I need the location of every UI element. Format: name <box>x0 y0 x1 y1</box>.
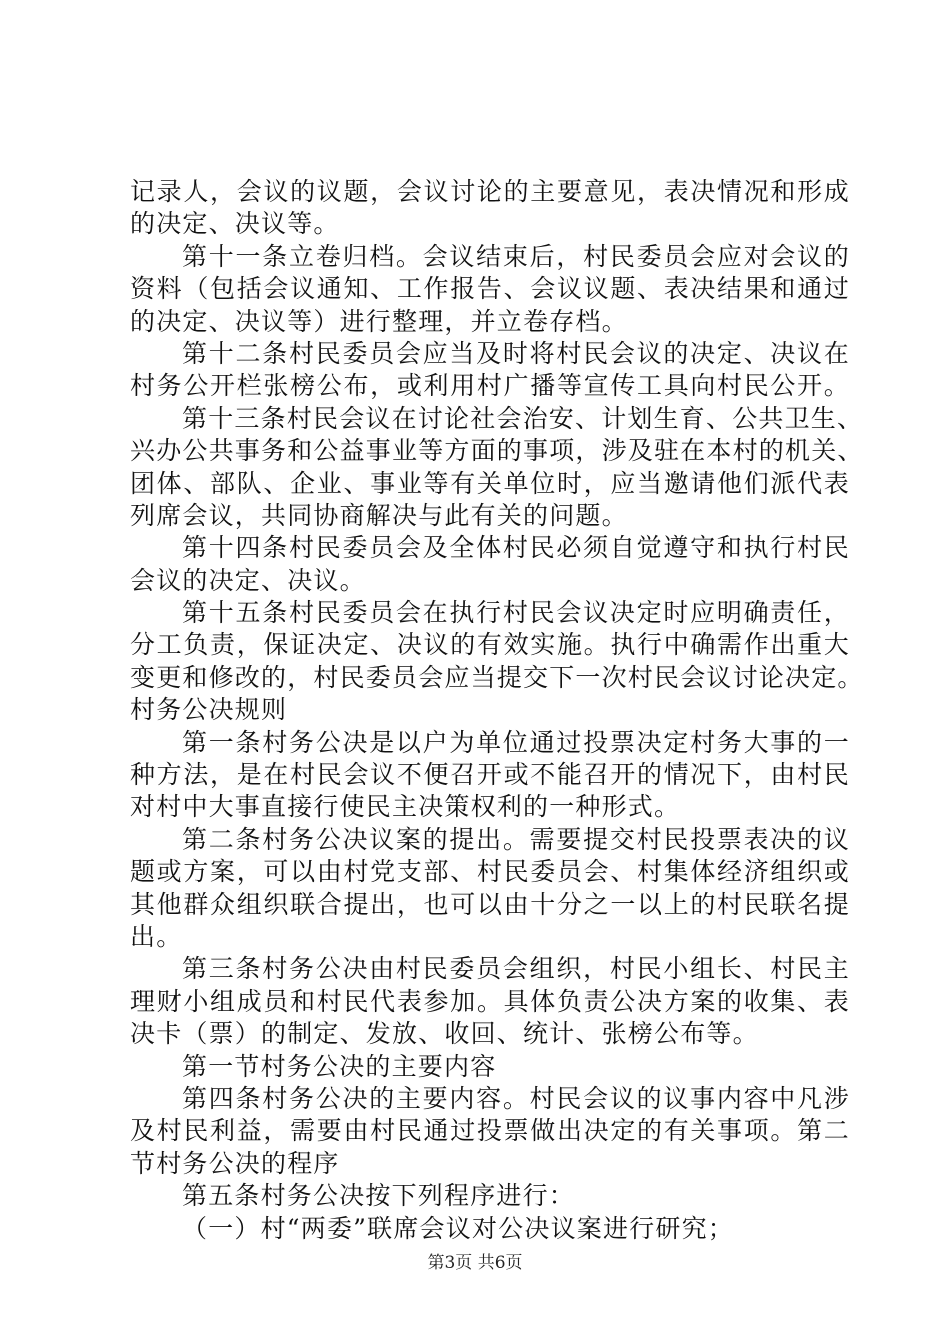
text-line: 种方法，是在村民会议不便召开或不能召开的情况下，由村民 <box>130 760 850 790</box>
text-line: 其他群众组织联合提出，也可以由十分之一以上的村民联名提 <box>130 889 850 919</box>
text-line: 记录人，会议的议题，会议讨论的主要意见，表决情况和形成 <box>130 177 850 206</box>
text-line: 对村中大事直接行使民主决策权利的一种形式。 <box>130 792 681 822</box>
text-line: 第五条村务公决按下列程序进行： <box>182 1181 576 1211</box>
text-line: 第三条村务公决由村民委员会组织，村民小组长、村民主 <box>182 954 850 984</box>
text-line: 分工负责，保证决定、决议的有效实施。执行中确需作出重大 <box>130 630 850 660</box>
document-body <box>130 176 864 1245</box>
text-line: 列席会议，共同协商解决与此有关的问题。 <box>130 500 628 530</box>
text-line: 题或方案，可以由村党支部、村民委员会、村集体经济组织或 <box>130 857 850 887</box>
text-line: 第十四条村民委员会及全体村民必须自觉遵守和执行村民 <box>182 533 850 563</box>
text-line: 第十二条村民委员会应当及时将村民会议的决定、决议在 <box>182 338 850 368</box>
text-line: 第十一条立卷归档。会议结束后，村民委员会应对会议的 <box>182 241 850 271</box>
text-line: 及村民利益，需要由村民通过投票做出决定的有关事项。第二 <box>130 1116 850 1146</box>
text-line: 村务公开栏张榜公布，或利用村广播等宣传工具向村民公开。 <box>130 371 850 401</box>
text-line: 会议的决定、决议。 <box>130 565 366 595</box>
text-line: （一）村“两委”联席会议对公决议案进行研究； <box>182 1213 734 1243</box>
text-line: 第一条村务公决是以户为单位通过投票决定村务大事的一 <box>182 727 850 757</box>
text-line: 的决定、决议等。 <box>130 209 340 239</box>
text-line: 第一节村务公决的主要内容 <box>182 1051 497 1081</box>
text-line: 出。 <box>130 921 183 951</box>
text-line: 团体、部队、企业、事业等有关单位时，应当邀请他们派代表 <box>130 468 850 498</box>
text-line: 资料（包括会议通知、工作报告、会议议题、表决结果和通过 <box>130 274 850 304</box>
text-line: 第四条村务公决的主要内容。村民会议的议事内容中凡涉 <box>182 1083 850 1113</box>
page-footer: 第3页 共6页 <box>427 1253 523 1273</box>
text-line: 变更和修改的，村民委员会应当提交下一次村民会议讨论决定。 <box>130 662 864 692</box>
text-line: 第二条村务公决议案的提出。需要提交村民投票表决的议 <box>182 824 850 854</box>
text-line: 决卡（票）的制定、发放、收回、统计、张榜公布等。 <box>130 1019 759 1049</box>
text-line: 兴办公共事务和公益事业等方面的事项，涉及驻在本村的机关、 <box>130 436 864 466</box>
text-line: 节村务公决的程序 <box>130 1148 340 1178</box>
text-line: 第十五条村民委员会在执行村民会议决定时应明确责任， <box>182 598 850 628</box>
text-line: 的决定、决议等）进行整理，并立卷存档。 <box>130 306 628 336</box>
text-line: 村务公决规则 <box>130 695 288 725</box>
text-line: 第十三条村民会议在讨论社会治安、计划生育、公共卫生、 <box>182 403 864 433</box>
text-line: 理财小组成员和村民代表参加。具体负责公决方案的收集、表 <box>130 986 850 1016</box>
